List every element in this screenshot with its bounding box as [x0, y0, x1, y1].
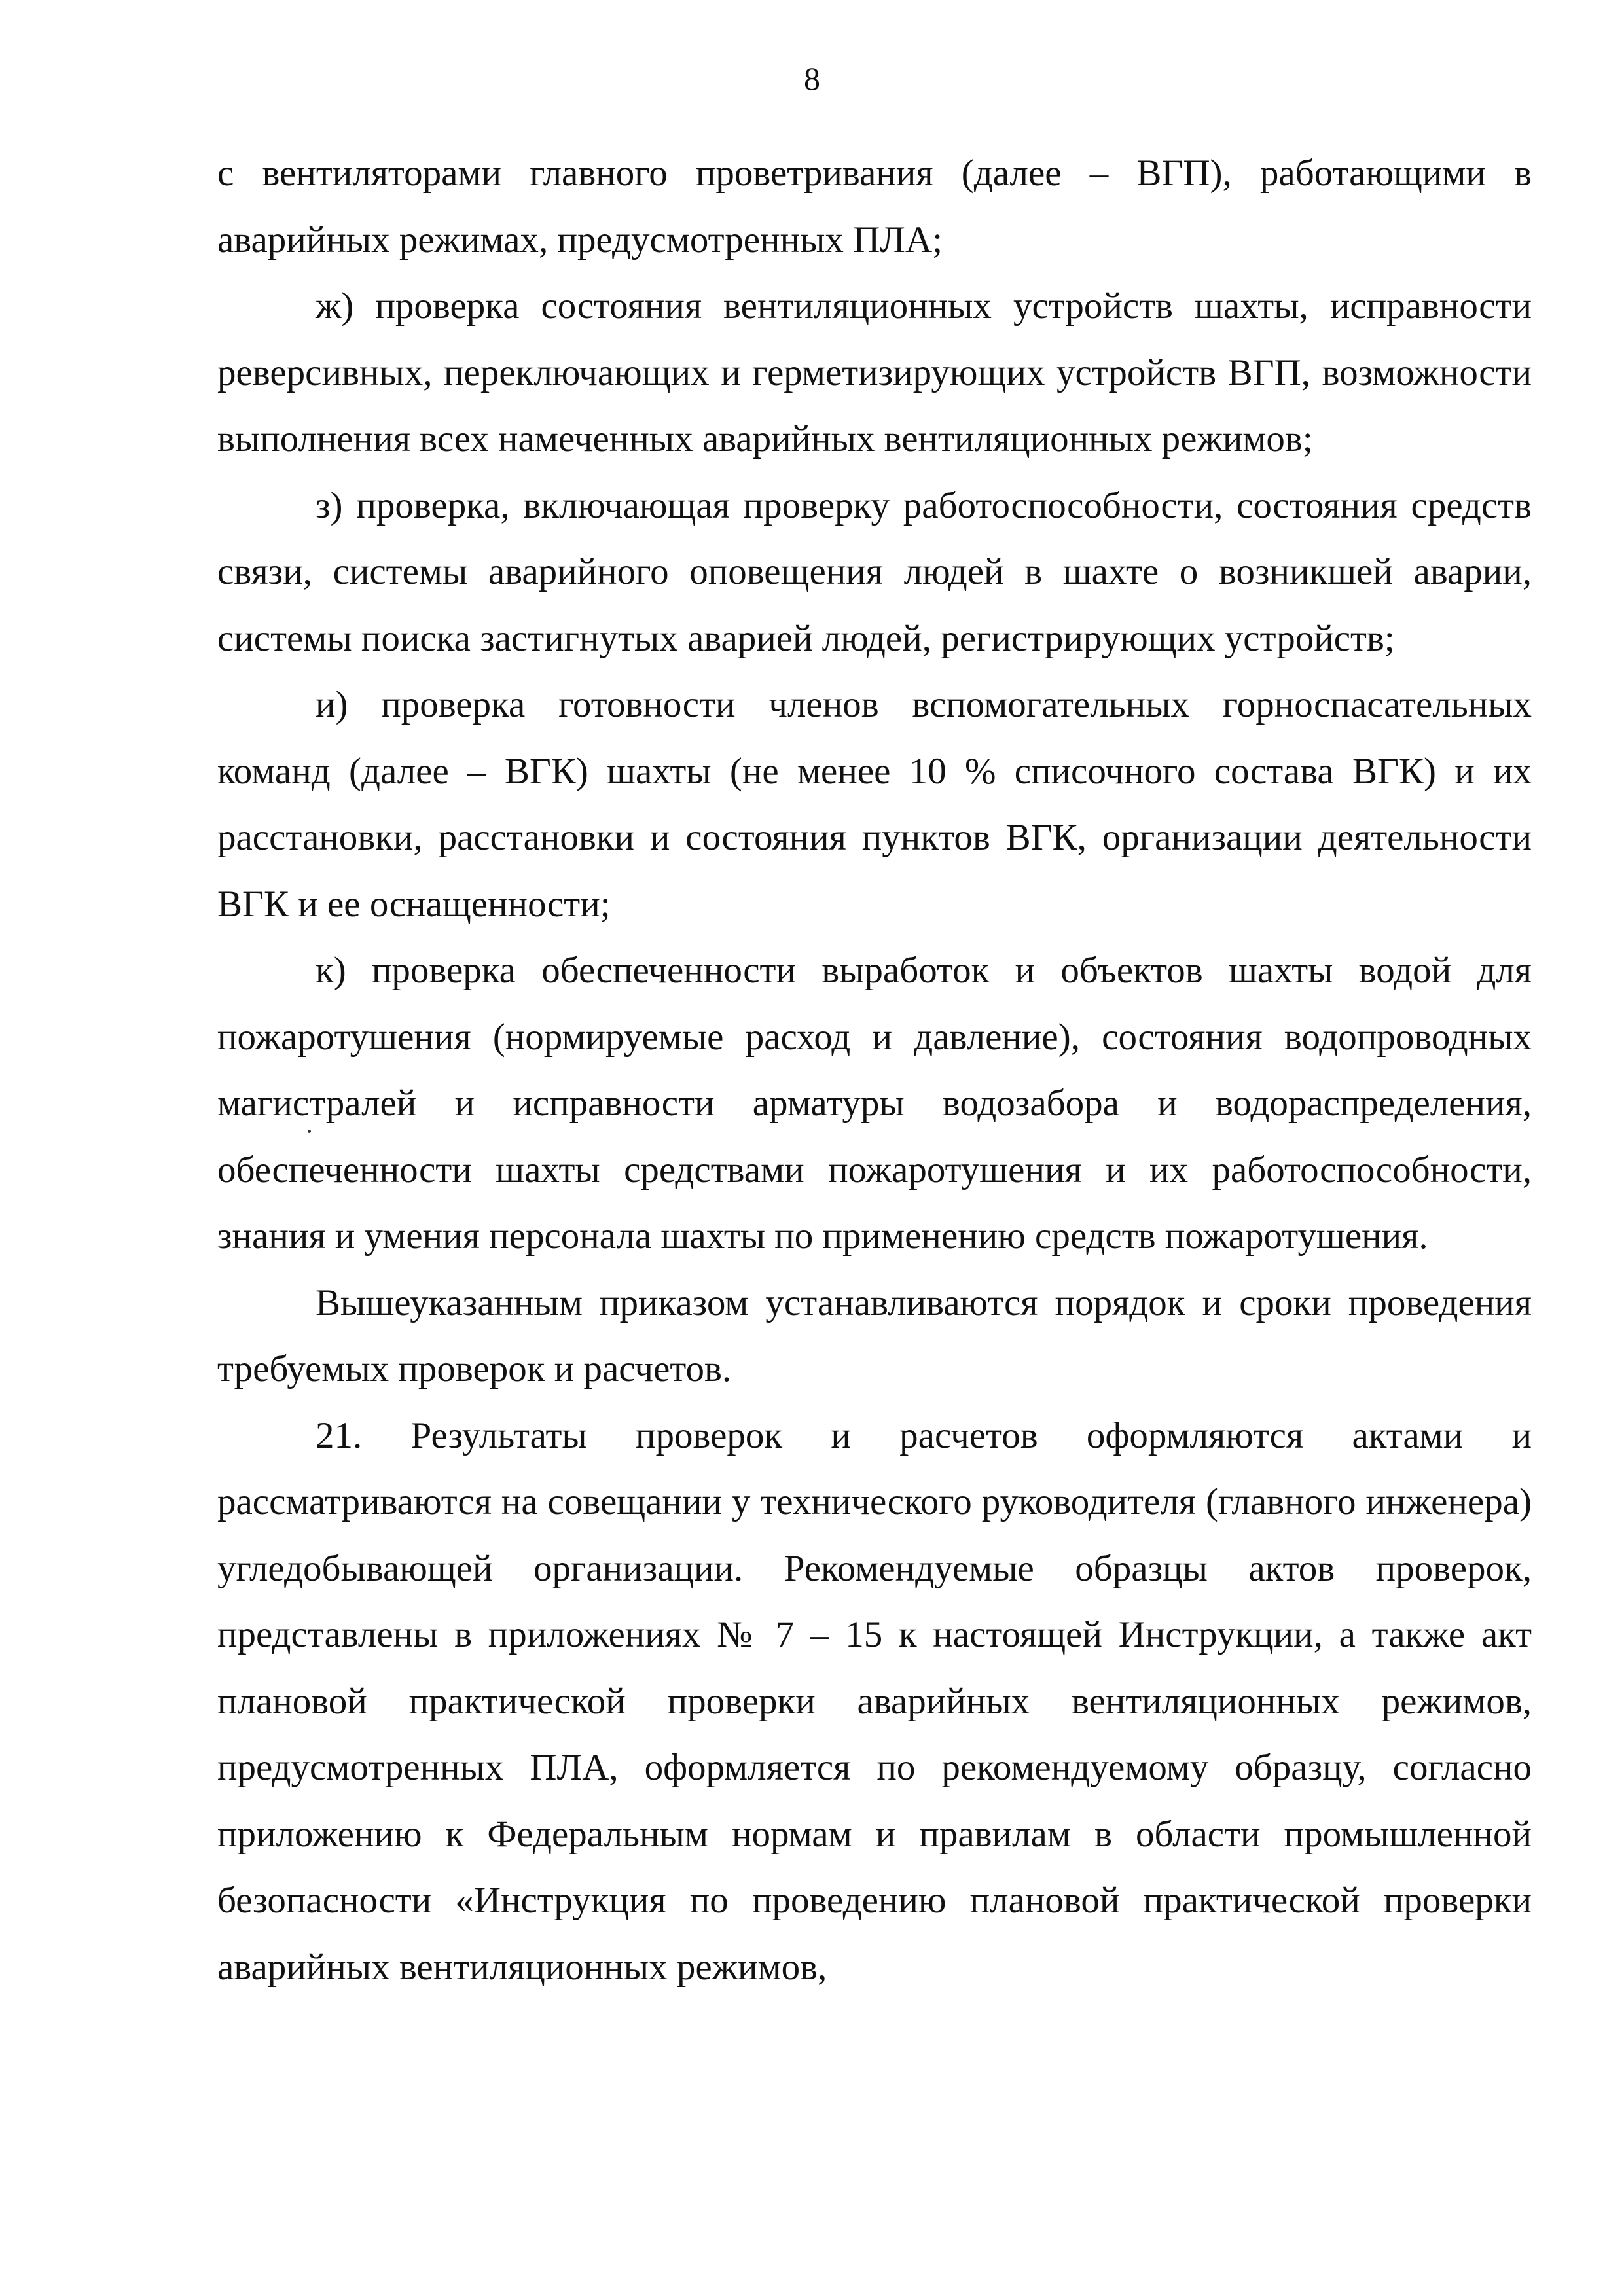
paragraph-item-k: к) проверка обеспеченности выработок и объектов шахты водой для пожаротушения (нормируемые расход и давление), состояния водопроводных магистралей и исправности арматуры водозабора и водораспределения, обеспеченности шахты средствами пожаротушения и их работоспособности, знания и умения персонала шахты по применению средств пожаротушения.: [217, 950, 1532, 1257]
paragraph-continuation: с вентиляторами главного проветривания (далее – ВГП), работающими в аварийных режимах, предусмотренных ПЛА;: [217, 152, 1532, 260]
paragraph-item-z: з) проверка, включающая проверку работоспособности, состояния средств связи, системы аварийного оповещения людей в шахте о возникшей аварии, системы поиска застигнутых аварией людей, регистрирующих устройств;: [217, 484, 1532, 659]
scan-speck: [308, 1130, 311, 1133]
paragraph-order-note: Вышеуказанным приказом устанавливаются порядок и сроки проведения требуемых проверок и расчетов.: [217, 1282, 1532, 1390]
paragraph-item-zh: ж) проверка состояния вентиляционных устройств шахты, исправности реверсивных, переключающих и герметизирующих устройств ВГП, возможности выполнения всех намеченных аварийных вентиляционных режимов;: [217, 285, 1532, 459]
paragraph-item-i: и) проверка готовности членов вспомогательных горноспасательных команд (далее – ВГК) шахты (не менее 10 % списочного состава ВГК) и их расстановки, расстановки и состояния пунктов ВГК, организации деятельности ВГК и ее оснащенности;: [217, 684, 1532, 925]
paragraph-clause-21: 21. Результаты проверок и расчетов оформляются актами и рассматриваются на совещании у технического руководителя (главного инженера) угледобывающей организации. Рекомендуемые образцы актов проверок, представлены в приложениях № 7 – 15 к настоящей Инструкции, а также акт плановой практической проверки аварийных вентиляционных режимов, предусмотренных ПЛА, оформляется по рекомендуемому образцу, согласно приложению к Федеральным нормам и правилам в области промышленной безопасности «Инструкция по проведению плановой практической проверки аварийных вентиляционных режимов,: [217, 1414, 1532, 1988]
page-number: 8: [804, 60, 820, 97]
document-body: [217, 140, 1532, 2000]
